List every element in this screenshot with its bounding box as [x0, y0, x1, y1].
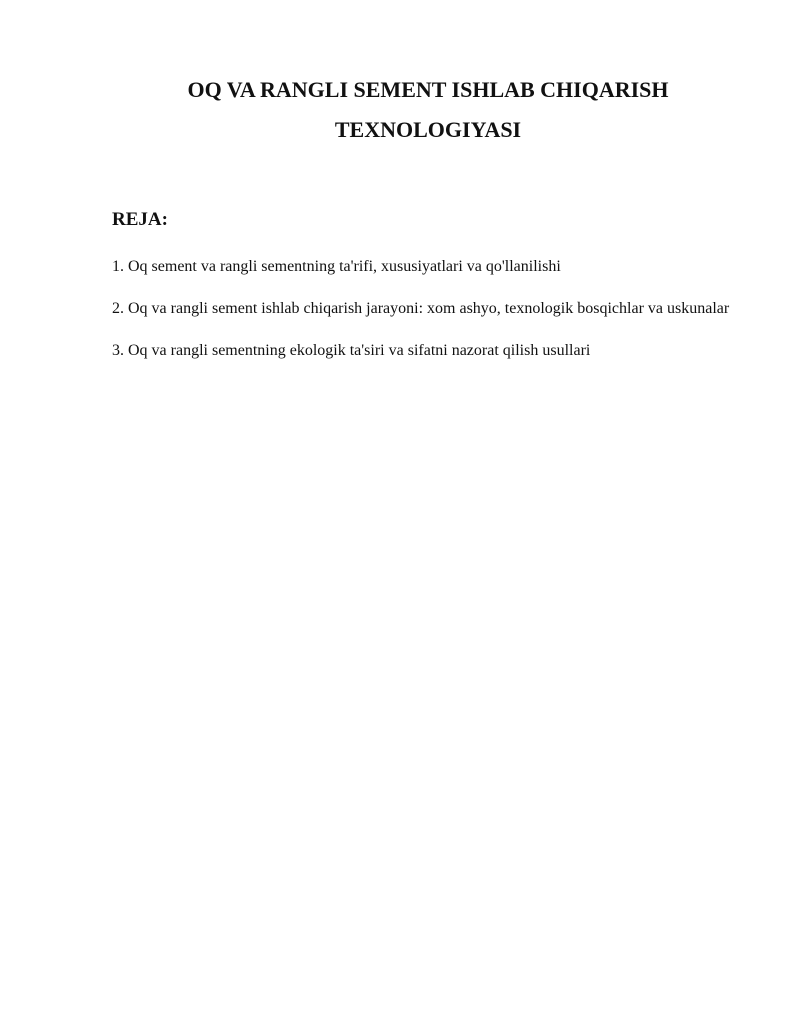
plan-item-1: 1. Oq sement va rangli sementning ta'rifi, xususiyatlari va qo'llanilishi	[112, 258, 561, 275]
plan-item-2: 2. Oq va rangli sement ishlab chiqarish jarayoni: xom ashyo, texnologik bosqichlar va uskunalar	[112, 300, 730, 317]
title-line-1: OQ VA RANGLI SEMENT ISHLAB CHIQARISH	[187, 77, 669, 102]
plan-list	[112, 251, 752, 377]
title-line-2: TEXNOLOGIYASI	[334, 117, 522, 142]
document-title	[112, 70, 744, 150]
plan-heading: REJA:	[112, 209, 168, 230]
plan-item-3: 3. Oq va rangli sementning ekologik ta'siri va sifatni nazorat qilish usullari	[112, 342, 591, 359]
